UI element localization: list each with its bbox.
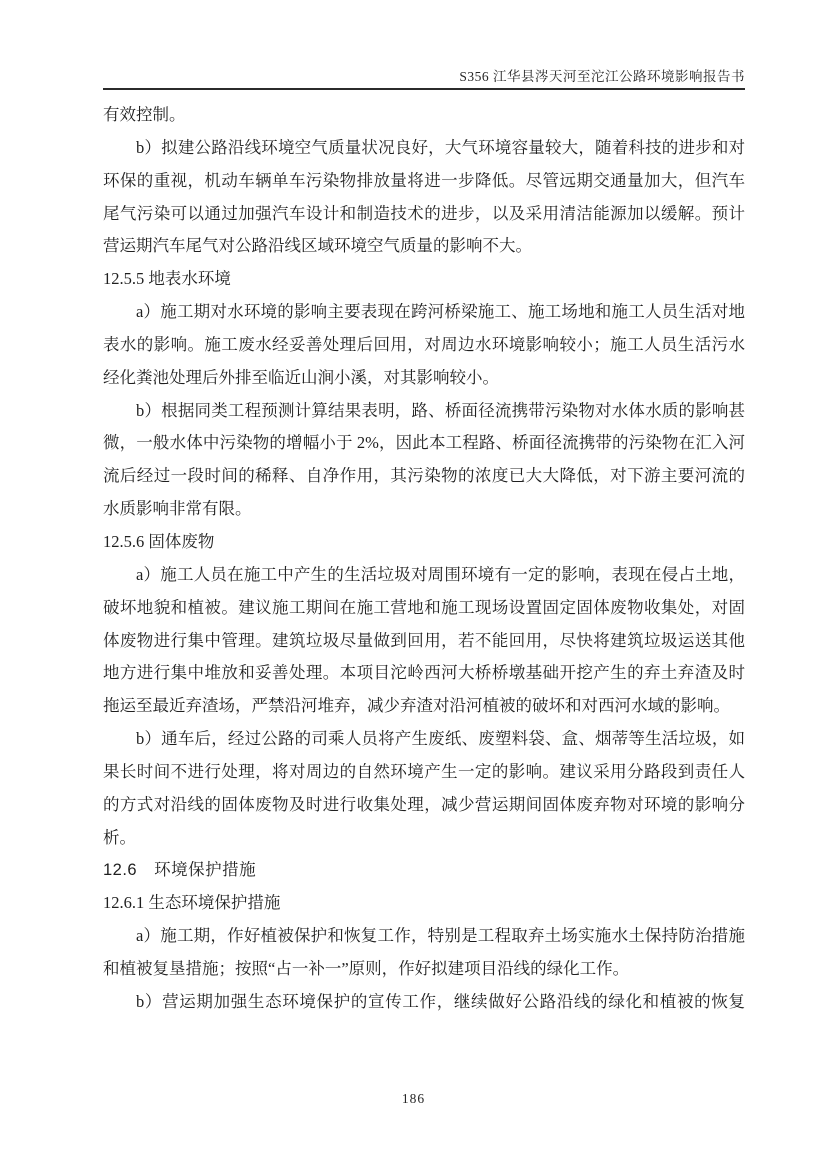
document-body xyxy=(103,99,745,1019)
section-heading-12-5-6: 12.5.6 固体废物 xyxy=(103,531,215,551)
report-header-title: S356 江华县涔天河至沱江公路环境影响报告书 xyxy=(459,69,745,84)
page-number: 186 xyxy=(401,1091,426,1106)
header-divider xyxy=(103,88,745,90)
section-heading-12-5-5: 12.5.5 地表水环境 xyxy=(103,269,231,289)
paragraph-solid-waste-a: a）施工人员在施工中产生的生活垃圾对周围环境有一定的影响，表现在侵占土地，破坏地貌和植被。建议施工期间在施工营地和施工现场设置固定固体废物收集处，对固体废物进行集中管理。建筑垃圾尽量做到回用，若不能回用，尽快将建筑垃圾运送其他地方进行集中堆放和妥善处理。本项目沱岭西河大桥桥墩基础开挖产生的弃土弃渣及时拖运至最近弃渣场，严禁沿河堆弃，减少弃渣对沿河植被的破坏和对西河水域的影响。 xyxy=(103,564,745,716)
paragraph-eco-protection-a: a）施工期，作好植被保护和恢复工作，特别是工程取弃土场实施水土保持防治措施和植被复垦措施；按照“占一补一”原则，作好拟建项目沿线的绿化工作。 xyxy=(103,926,745,978)
section-heading-12-6: 12.6 环境保护措施 xyxy=(103,861,257,880)
paragraph-eco-protection-b: b）营运期加强生态环境保护的宣传工作，继续做好公路沿线的绿化和植被的恢复 xyxy=(136,991,745,1011)
page-header xyxy=(103,68,745,90)
paragraph-surface-water-b: b）根据同类工程预测计算结果表明，路、桥面径流携带污染物对水体水质的影响甚微，一般水体中污染物的增幅小于 2%，因此本工程路、桥面径流携带的污染物在汇入河流后经过一段时间的稀释、自净作用，其污染物的浓度已大大降低，对下游主要河流的水质影响非常有限。 xyxy=(103,400,745,519)
paragraph-solid-waste-b: b）通车后，经过公路的司乘人员将产生废纸、废塑料袋、盒、烟蒂等生活垃圾，如果长时间不进行处理，将对周边的自然环境产生一定的影响。建议采用分路段到责任人的方式对沿线的固体废物及时进行收集处理，减少营运期间固体废弃物对环境的影响分析。 xyxy=(103,729,745,847)
paragraph-continuation: 有效控制。 xyxy=(103,105,186,124)
section-heading-12-6-1: 12.6.1 生态环境保护措施 xyxy=(103,893,281,913)
paragraph-surface-water-a: a）施工期对水环境的影响主要表现在跨河桥梁施工、施工场地和施工人员生活对地表水的影响。施工废水经妥善处理后回用，对周边水环境影响较小；施工人员生活污水经化粪池处理后外排至临近山涧小溪，对其影响较小。 xyxy=(103,302,745,387)
paragraph-air-quality: b）拟建公路沿线环境空气质量状况良好，大气环境容量较大，随着科技的进步和对环保的重视，机动车辆单车污染物排放量将进一步降低。尽管远期交通量加大，但汽车尾气污染可以通过加强汽车设计和制造技术的进步，以及采用清洁能源加以缓解。预计营运期汽车尾气对公路沿线区域环境空气质量的影响不大。 xyxy=(103,137,745,256)
page-footer xyxy=(0,1090,827,1108)
